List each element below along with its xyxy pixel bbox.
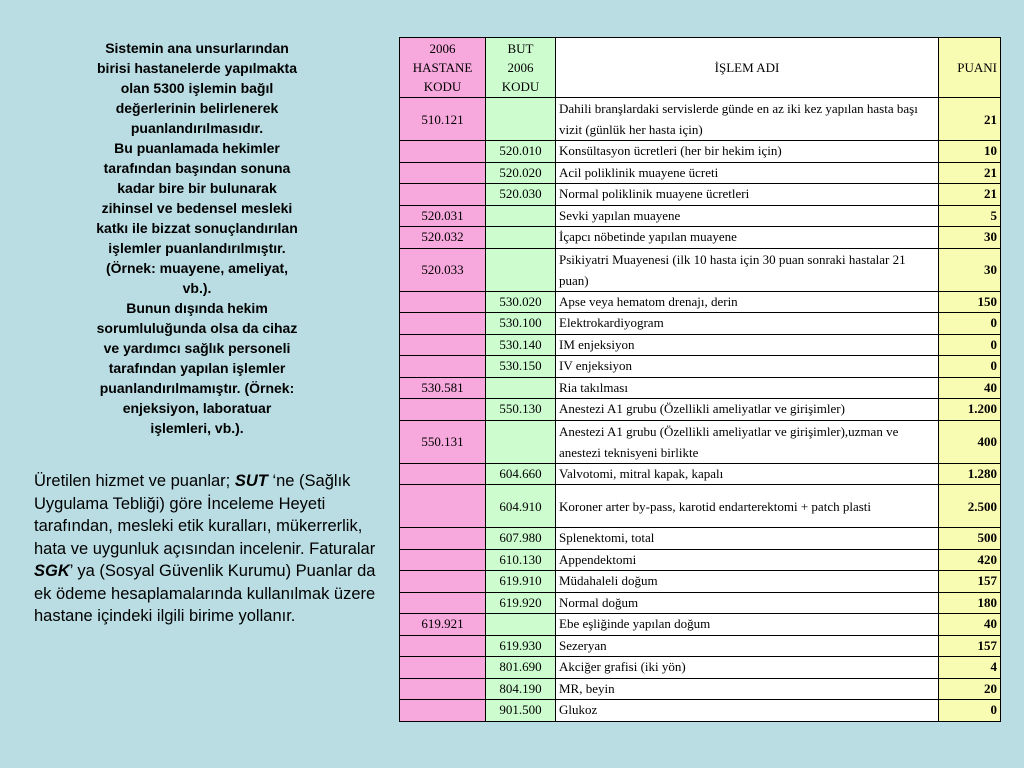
but-kodu-cell xyxy=(486,205,556,227)
hastane-kodu-cell xyxy=(400,635,486,657)
hastane-kodu-cell: 530.581 xyxy=(400,377,486,399)
puan-cell: 1.280 xyxy=(939,463,1001,485)
islem-adi-cell: Splenektomi, total xyxy=(556,528,939,550)
but-kodu-cell xyxy=(486,248,556,291)
table-row xyxy=(400,420,1001,463)
islem-adi-cell: Ebe eşliğinde yapılan doğum xyxy=(556,614,939,636)
but-kodu-cell: 901.500 xyxy=(486,700,556,722)
table-row xyxy=(400,485,1001,528)
but-kodu-cell: 530.140 xyxy=(486,334,556,356)
intro-line: olan 5300 işlemin bağıl xyxy=(120,80,274,96)
hastane-kodu-cell xyxy=(400,356,486,378)
intro-line: Bunun dışında hekim xyxy=(126,300,268,316)
islem-adi-cell: Akciğer grafisi (iki yön) xyxy=(556,657,939,679)
islem-adi-cell: Sezeryan xyxy=(556,635,939,657)
islem-adi-cell: Müdahaleli doğum xyxy=(556,571,939,593)
but-kodu-cell: 619.920 xyxy=(486,592,556,614)
table-row xyxy=(400,141,1001,163)
intro-line: puanlandırılmamıştır. (Örnek: xyxy=(99,380,295,396)
intro-line: tarafından başından sonuna xyxy=(103,160,291,176)
intro-line: (Örnek: muayene, ameliyat, xyxy=(105,260,289,276)
hastane-kodu-cell xyxy=(400,485,486,528)
puan-cell: 10 xyxy=(939,141,1001,163)
table-row xyxy=(400,592,1001,614)
hastane-kodu-cell: 520.032 xyxy=(400,227,486,249)
header-but-kodu: BUT 2006 KODU xyxy=(486,38,556,98)
table-row xyxy=(400,571,1001,593)
puan-cell: 0 xyxy=(939,334,1001,356)
intro-line: zihinsel ve bedensel mesleki xyxy=(101,200,293,216)
note-part-1: Üretilen hizmet ve puanlar; xyxy=(34,472,235,490)
puan-cell: 0 xyxy=(939,700,1001,722)
note-part-3: ’ ya (Sosyal Güvenlik Kurumu) Puanlar da ek ödeme hesaplamalarında kullanılmak üzere hastane içindeki ilgili birime yollanır. xyxy=(34,562,376,625)
intro-line: ve yardımcı sağlık personeli xyxy=(103,340,291,356)
puan-cell: 157 xyxy=(939,571,1001,593)
hastane-kodu-cell xyxy=(400,184,486,206)
table-row xyxy=(400,313,1001,335)
table-row xyxy=(400,549,1001,571)
intro-line: vb.). xyxy=(182,280,212,296)
puan-cell: 500 xyxy=(939,528,1001,550)
table-row xyxy=(400,205,1001,227)
header-hastane-kodu: 2006 HASTANE KODU xyxy=(400,38,486,98)
intro-line: kadar bire bir bulunarak xyxy=(117,180,277,196)
hastane-kodu-cell xyxy=(400,592,486,614)
islem-adi-cell: Apse veya hematom drenajı, derin xyxy=(556,291,939,313)
hastane-kodu-cell xyxy=(400,399,486,421)
islem-adi-cell: Valvotomi, mitral kapak, kapalı xyxy=(556,463,939,485)
puan-cell: 420 xyxy=(939,549,1001,571)
table-row xyxy=(400,356,1001,378)
islem-adi-cell: Elektrokardiyogram xyxy=(556,313,939,335)
note-paragraph xyxy=(34,470,396,628)
puan-cell: 21 xyxy=(939,162,1001,184)
islem-adi-cell: Acil poliklinik muayene ücreti xyxy=(556,162,939,184)
puan-cell: 30 xyxy=(939,227,1001,249)
puan-cell: 400 xyxy=(939,420,1001,463)
islem-adi-cell: Glukoz xyxy=(556,700,939,722)
intro-line: değerlerinin belirlenerek xyxy=(115,100,279,116)
but-kodu-cell: 804.190 xyxy=(486,678,556,700)
puan-cell: 40 xyxy=(939,377,1001,399)
table-row xyxy=(400,227,1001,249)
but-kodu-cell: 801.690 xyxy=(486,657,556,679)
intro-line: birisi hastanelerde yapılmakta xyxy=(97,60,297,76)
intro-line: enjeksiyon, laboratuar xyxy=(122,400,272,416)
table-row xyxy=(400,678,1001,700)
islem-adi-cell: Appendektomi xyxy=(556,549,939,571)
but-kodu-cell: 607.980 xyxy=(486,528,556,550)
intro-line: tarafından yapılan işlemler xyxy=(108,360,286,376)
puan-cell: 21 xyxy=(939,184,1001,206)
islem-adi-cell: Konsültasyon ücretleri (her bir hekim için) xyxy=(556,141,939,163)
islem-adi-cell: Koroner arter by-pass, karotid endarterektomi + patch plasti xyxy=(556,485,939,528)
hastane-kodu-cell xyxy=(400,291,486,313)
intro-text xyxy=(62,38,332,438)
table-row xyxy=(400,657,1001,679)
hastane-kodu-cell xyxy=(400,162,486,184)
hastane-kodu-cell xyxy=(400,334,486,356)
islem-adi-cell: IM enjeksiyon xyxy=(556,334,939,356)
table-header-row xyxy=(400,38,1001,98)
table-row xyxy=(400,98,1001,141)
but-kodu-cell: 520.010 xyxy=(486,141,556,163)
puan-cell: 5 xyxy=(939,205,1001,227)
hastane-kodu-cell xyxy=(400,528,486,550)
islem-adi-cell: Ria takılması xyxy=(556,377,939,399)
but-kodu-cell: 619.910 xyxy=(486,571,556,593)
but-kodu-cell: 530.020 xyxy=(486,291,556,313)
intro-line: işlemler puanlandırılmıştır. xyxy=(108,240,286,256)
but-kodu-cell xyxy=(486,227,556,249)
hastane-kodu-cell: 510.121 xyxy=(400,98,486,141)
hastane-kodu-cell: 550.131 xyxy=(400,420,486,463)
but-kodu-cell: 520.020 xyxy=(486,162,556,184)
hastane-kodu-cell xyxy=(400,549,486,571)
procedure-table xyxy=(399,37,1001,722)
islem-adi-cell: Normal poliklinik muayene ücretleri xyxy=(556,184,939,206)
intro-line: Sistemin ana unsurlarından xyxy=(105,40,289,56)
puan-cell: 4 xyxy=(939,657,1001,679)
hastane-kodu-cell xyxy=(400,313,486,335)
puan-cell: 1.200 xyxy=(939,399,1001,421)
intro-line: katkı ile bizzat sonuçlandırılan xyxy=(96,220,298,236)
islem-adi-cell: IV enjeksiyon xyxy=(556,356,939,378)
intro-line: işlemleri, vb.). xyxy=(150,420,244,436)
but-kodu-cell: 520.030 xyxy=(486,184,556,206)
table-row xyxy=(400,635,1001,657)
hastane-kodu-cell xyxy=(400,657,486,679)
puan-cell: 21 xyxy=(939,98,1001,141)
table-row xyxy=(400,248,1001,291)
header-puani: PUANI xyxy=(939,38,1001,98)
islem-adi-cell: İçapcı nöbetinde yapılan muayene xyxy=(556,227,939,249)
islem-adi-cell: Psikiyatri Muayenesi (ilk 10 hasta için 30 puan sonraki hastalar 21 puan) xyxy=(556,248,939,291)
puan-cell: 0 xyxy=(939,313,1001,335)
puan-cell: 157 xyxy=(939,635,1001,657)
islem-adi-cell: Sevki yapılan muayene xyxy=(556,205,939,227)
table-row xyxy=(400,463,1001,485)
note-sgk: SGK xyxy=(34,562,70,580)
table-row xyxy=(400,184,1001,206)
table-row xyxy=(400,399,1001,421)
but-kodu-cell xyxy=(486,420,556,463)
but-kodu-cell: 604.660 xyxy=(486,463,556,485)
but-kodu-cell: 610.130 xyxy=(486,549,556,571)
hastane-kodu-cell xyxy=(400,678,486,700)
puan-cell: 150 xyxy=(939,291,1001,313)
puan-cell: 0 xyxy=(939,356,1001,378)
hastane-kodu-cell xyxy=(400,141,486,163)
but-kodu-cell xyxy=(486,377,556,399)
table-row xyxy=(400,528,1001,550)
puan-cell: 180 xyxy=(939,592,1001,614)
islem-adi-cell: MR, beyin xyxy=(556,678,939,700)
but-kodu-cell: 530.150 xyxy=(486,356,556,378)
but-kodu-cell: 604.910 xyxy=(486,485,556,528)
hastane-kodu-cell xyxy=(400,700,486,722)
but-kodu-cell xyxy=(486,614,556,636)
header-islem-adi: İŞLEM ADI xyxy=(556,38,939,98)
hastane-kodu-cell: 520.031 xyxy=(400,205,486,227)
puan-cell: 30 xyxy=(939,248,1001,291)
table-row xyxy=(400,614,1001,636)
table-row xyxy=(400,162,1001,184)
table-row xyxy=(400,700,1001,722)
table-row xyxy=(400,291,1001,313)
intro-line: Bu puanlamada hekimler xyxy=(114,140,280,156)
but-kodu-cell: 550.130 xyxy=(486,399,556,421)
table-row xyxy=(400,377,1001,399)
islem-adi-cell: Anestezi A1 grubu (Özellikli ameliyatlar ve girişimler),uzman ve anestezi teknisyeni birlikte xyxy=(556,420,939,463)
note-sut: SUT xyxy=(234,472,268,490)
intro-line: sorumluluğunda olsa da cihaz xyxy=(96,320,298,336)
puan-cell: 20 xyxy=(939,678,1001,700)
hastane-kodu-cell: 619.921 xyxy=(400,614,486,636)
table-row xyxy=(400,334,1001,356)
note-part-2: ‘ne (Sağlık Uygulama Tebliği) göre İnceleme Heyeti tarafından, mesleki etik kuralları, mükerrerlik, hata ve uygunluk açısından incelenir. Faturalar xyxy=(34,472,376,558)
but-kodu-cell xyxy=(486,98,556,141)
hastane-kodu-cell xyxy=(400,463,486,485)
puan-cell: 40 xyxy=(939,614,1001,636)
but-kodu-cell: 530.100 xyxy=(486,313,556,335)
islem-adi-cell: Dahili branşlardaki servislerde günde en az iki kez yapılan hasta başı vizit (günlük her hasta için) xyxy=(556,98,939,141)
but-kodu-cell: 619.930 xyxy=(486,635,556,657)
islem-adi-cell: Anestezi A1 grubu (Özellikli ameliyatlar ve girişimler) xyxy=(556,399,939,421)
hastane-kodu-cell xyxy=(400,571,486,593)
table-body xyxy=(400,98,1001,722)
hastane-kodu-cell: 520.033 xyxy=(400,248,486,291)
puan-cell: 2.500 xyxy=(939,485,1001,528)
intro-line: puanlandırılmasıdır. xyxy=(130,120,264,136)
islem-adi-cell: Normal doğum xyxy=(556,592,939,614)
